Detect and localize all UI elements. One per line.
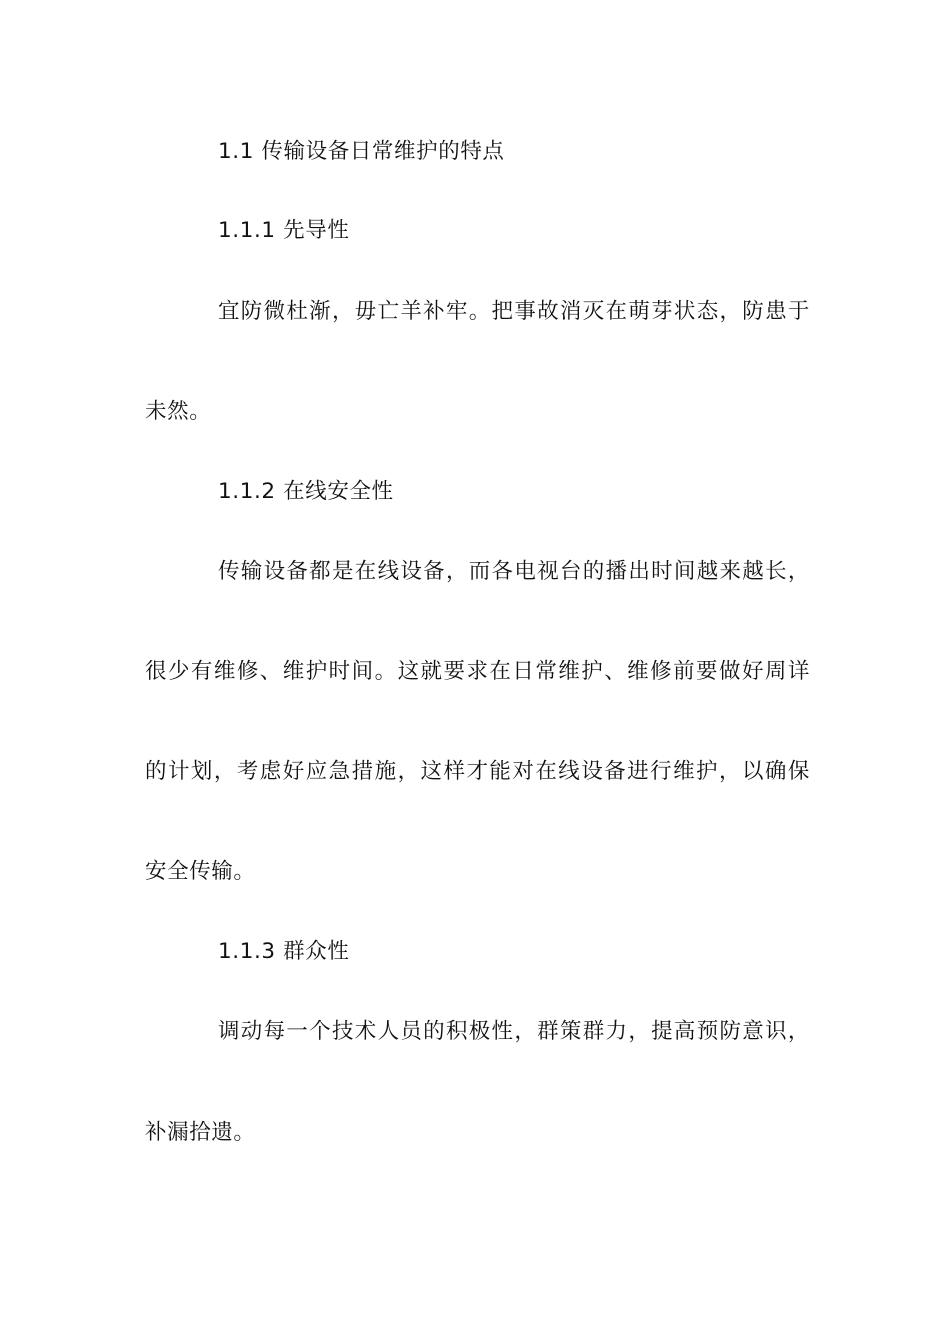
paragraph-line: 安全传输。 xyxy=(145,859,256,884)
section-heading-1-1: 1.1 传输设备日常维护的特点 xyxy=(218,139,505,164)
subsection-heading-1-1-3: 1.1.3 群众性 xyxy=(218,939,350,964)
paragraph-line: 宜防微杜渐，毋亡羊补牢。把事故消灭在萌芽状态，防患于 xyxy=(218,299,810,324)
paragraph-line: 未然。 xyxy=(145,399,212,424)
subsection-heading-1-1-1: 1.1.1 先导性 xyxy=(218,218,350,243)
paragraph-line: 调动每一个技术人员的积极性，群策群力，提高预防意识， xyxy=(218,1019,810,1044)
paragraph-line: 传输设备都是在线设备，而各电视台的播出时间越来越长， xyxy=(218,559,810,584)
paragraph-line: 的计划，考虑好应急措施，这样才能对在线设备进行维护，以确保 xyxy=(145,759,810,784)
paragraph-line: 很少有维修、维护时间。这就要求在日常维护、维修前要做好周详 xyxy=(145,659,810,684)
paragraph-line: 补漏拾遗。 xyxy=(145,1120,256,1145)
subsection-heading-1-1-2: 1.1.2 在线安全性 xyxy=(218,479,394,504)
